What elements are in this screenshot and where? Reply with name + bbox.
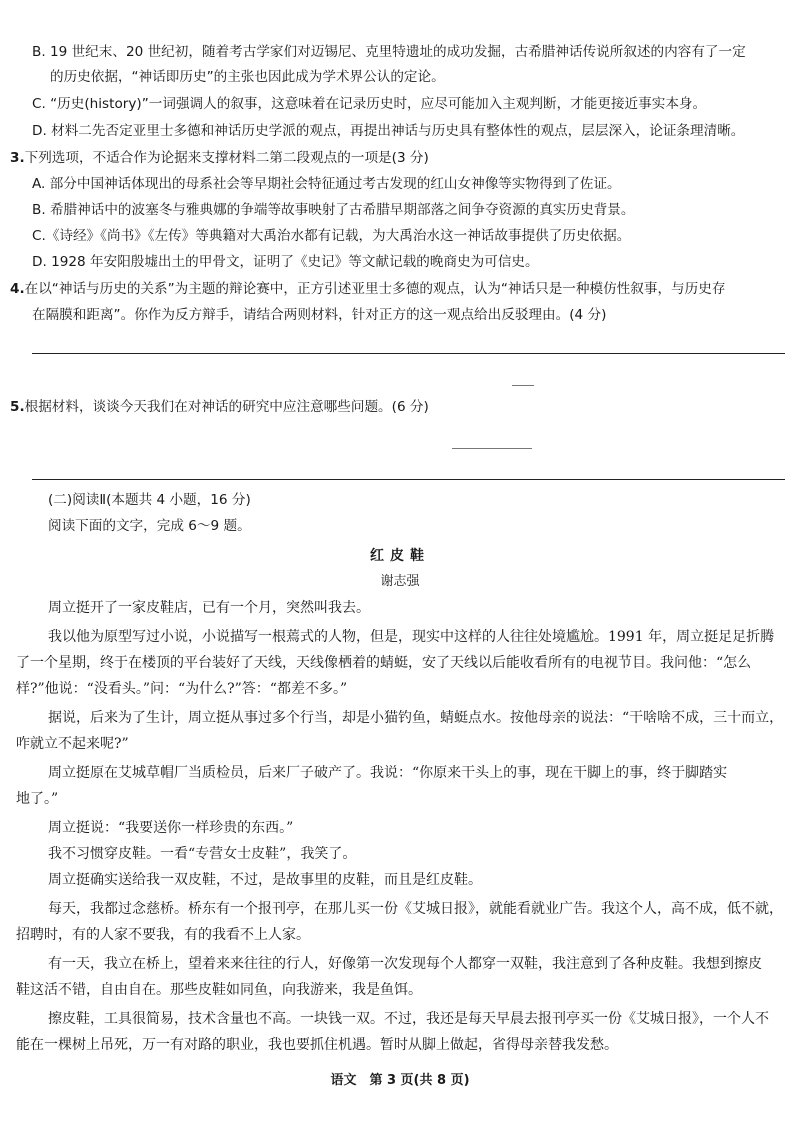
question-3-stem bbox=[10, 148, 429, 168]
story-paragraph-7: 周立挺确实送给我一双皮鞋，不过，是故事里的皮鞋，而且是红皮鞋。 bbox=[48, 872, 482, 888]
q3-option-c: C.《诗经》《尚书》《左传》等典籍对大禹治水都有记载，为大禹治水这一神话故事提供了历史依据。 bbox=[32, 228, 631, 244]
question-3-number: 3. bbox=[10, 150, 25, 166]
q3-option-b: B. 希腊神话中的波塞冬与雅典娜的争端等故事映射了古希腊早期部落之间争夺资源的真实历史背景。 bbox=[32, 202, 635, 218]
question-5-stem: 5.根据材料，谈谈今天我们在对神话的研究中应注意哪些问题。(6 分) bbox=[10, 399, 429, 415]
story-paragraph-2-line2: 了一个星期，终于在楼顶的平台装好了天线，天线像栖着的蜻蜓，安了天线以后能收看所有的电视节目。我问他：“怎么 bbox=[16, 655, 752, 671]
answer-line-q5[interactable] bbox=[32, 479, 785, 480]
story-paragraph-2-line3: 样?”他说：“没看头。”问：“为什么?”答：“都差不多。” bbox=[16, 681, 348, 697]
story-author: 谢志强 bbox=[380, 574, 420, 589]
q2-option-b-line2: 的历史依据，“神话即历史”的主张也因此成为学术界公认的定论。 bbox=[50, 69, 445, 85]
answer-line-q4[interactable] bbox=[32, 353, 785, 354]
story-paragraph-4-line2: 地了。” bbox=[16, 791, 59, 807]
story-paragraph-3-line2: 咋就立不起来呢?” bbox=[16, 736, 129, 752]
story-paragraph-1: 周立挺开了一家皮鞋店，已有一个月，突然叫我去。 bbox=[48, 600, 370, 616]
story-paragraph-8-line1: 每天，我都过念慈桥。桥东有一个报刊亭，在那儿买一份《艾城日报》，就能看就业广告。我这个人，高不成，低不就， bbox=[48, 901, 783, 917]
question-5-number: 5. bbox=[10, 399, 25, 415]
story-paragraph-3-line1: 据说，后来为了生计，周立挺从事过多个行当，却是小猫钓鱼，蜻蜓点水。按他母亲的说法：“干啥啥不成，三十而立， bbox=[48, 710, 784, 726]
section-instruction: 阅读下面的文字，完成 6～9 题。 bbox=[48, 518, 251, 534]
story-paragraph-5: 周立挺说：“我要送你一样珍贵的东西。” bbox=[48, 820, 294, 836]
story-paragraph-8-line2: 招聘时，有的人家不要我，有的我看不上人家。 bbox=[16, 927, 310, 943]
q3-option-d: D. 1928 年安阳殷墟出土的甲骨文，证明了《史记》等文献记载的晚商史为可信史。 bbox=[32, 254, 539, 270]
story-paragraph-10-line2: 能在一棵树上吊死，万一有对路的职业，我也要抓住机遇。暂时从脚上做起，省得母亲替我发愁。 bbox=[16, 1037, 618, 1053]
story-title: 红皮鞋 bbox=[370, 548, 430, 564]
q2-option-c: C. “历史(history)”一词强调人的叙事，这意味着在记录历史时，应尽可能加入主观判断，才能更接近事实本身。 bbox=[32, 96, 707, 112]
question-4-number: 4. bbox=[10, 281, 25, 297]
story-paragraph-9-line2: 鞋这活不错，自由自在。那些皮鞋如同鱼，向我游来，我是鱼饵。 bbox=[16, 982, 422, 998]
question-4-line1: 4.在以“神话与历史的关系”为主题的辩论赛中，正方引述亚里士多德的观点，认为“神话只是一种模仿性叙事，与历史存 bbox=[10, 281, 726, 297]
section-heading: (二)阅读Ⅱ(本题共 4 小题，16 分) bbox=[48, 492, 251, 508]
q3-option-a: A. 部分中国神话体现出的母系社会等早期社会特征通过考古发现的红山女神像等实物得到了佐证。 bbox=[32, 176, 621, 192]
q2-option-b-line1: B. 19 世纪末、20 世纪初，随着考古学家们对迈锡尼、克里特遗址的成功发掘，古希腊神话传说所叙述的内容有了一定 bbox=[32, 44, 746, 60]
q2-option-d: D. 材料二先否定亚里士多德和神话历史学派的观点，再提出神话与历史具有整体性的观点，层层深入，论证条理清晰。 bbox=[32, 123, 745, 139]
question-4-line2: 在隔膜和距离”。你作为反方辩手，请结合两则材料，针对正方的这一观点给出反驳理由。(4 分) bbox=[32, 307, 607, 323]
story-paragraph-9-line1: 有一天，我立在桥上，望着来来往往的行人，好像第一次发现每个人都穿一双鞋，我注意到了各种皮鞋。我想到擦皮 bbox=[48, 956, 762, 972]
scan-mark bbox=[512, 385, 534, 386]
story-paragraph-2-line1: 我以他为原型写过小说，小说描写一根蔫式的人物，但是，现实中这样的人往往处境尴尬。1991 年，周立挺足足折腾 bbox=[48, 629, 775, 645]
story-paragraph-10-line1: 擦皮鞋，工具很简易，技术含量也不高。一块钱一双。不过，我还是每天早晨去报刊亭买一份《艾城日报》，一个人不 bbox=[48, 1011, 769, 1027]
question-3-text: 下列选项，不适合作为论据来支撑材料二第二段观点的一项是(3 分) bbox=[24, 150, 429, 166]
scan-mark bbox=[452, 448, 532, 449]
story-paragraph-4-line1: 周立挺原在艾城草帽厂当质检员，后来厂子破产了。我说：“你原来干头上的事，现在干脚上的事，终于脚踏实 bbox=[48, 765, 728, 781]
story-paragraph-6: 我不习惯穿皮鞋。一看“专营女士皮鞋”，我笑了。 bbox=[48, 846, 357, 862]
page-footer: 语文 第 3 页(共 8 页) bbox=[330, 1073, 470, 1088]
